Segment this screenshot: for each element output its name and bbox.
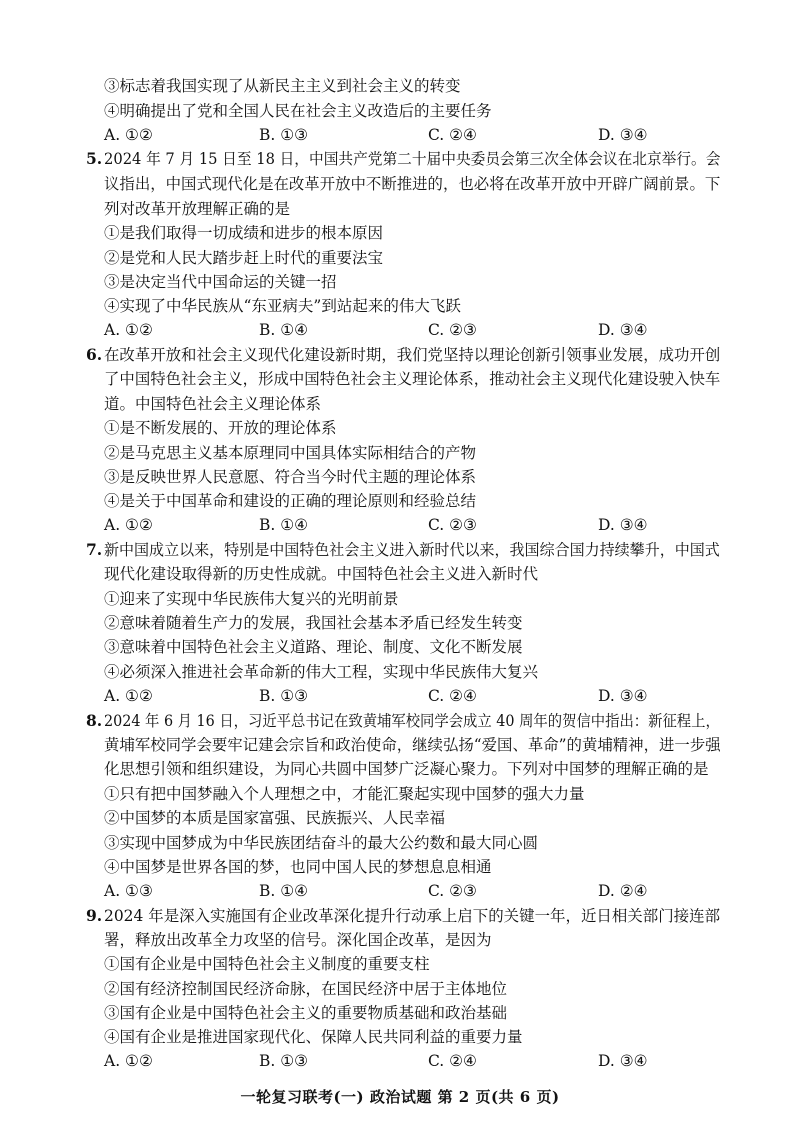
statement-line: ③意味着中国特色社会主义道路、理论、制度、文化不断发展 xyxy=(104,638,523,656)
statement-line: ①只有把中国梦融入个人理想之中，才能汇聚起实现中国梦的强大力量 xyxy=(104,785,585,803)
statement-line: ④国有企业是推进国家现代化、保障人民共同利益的重要力量 xyxy=(104,1028,523,1046)
question-number: 5. xyxy=(86,149,103,168)
question-8-stem: 黄埔军校同学会要牢记建会宗旨和政治使命，继续弘扬“爱国、革命”的黄埔精神，进一步强 xyxy=(104,736,721,754)
option-d: D. ③④ xyxy=(598,126,648,144)
question-9-stem: 署，释放出改革全力攻坚的信号。深化国企改革，是因为 xyxy=(104,931,492,949)
statement-line: ②是党和人民大踏步赶上时代的重要法宝 xyxy=(104,249,384,267)
statement-line: ①国有企业是中国特色社会主义制度的重要支柱 xyxy=(104,955,430,973)
option-d: D. ③④ xyxy=(598,687,648,705)
statement-line: ④实现了中华民族从“东亚病夫”到站起来的伟大飞跃 xyxy=(104,297,461,315)
option-a: A. ①② xyxy=(104,516,153,534)
question-6-stem: 道。中国特色社会主义理论体系 xyxy=(104,395,322,413)
question-number: 9. xyxy=(86,906,103,925)
statement-line: ②意味着随着生产力的发展，我国社会基本矛盾已经发生转变 xyxy=(104,614,523,632)
option-a: A. ①② xyxy=(104,1052,153,1070)
option-b: B. ①③ xyxy=(259,687,309,705)
option-c: C. ②④ xyxy=(428,1052,477,1070)
statement-line: ①迎来了实现中华民族伟大复兴的光明前景 xyxy=(104,590,399,608)
option-row xyxy=(0,878,800,904)
statement-line: ④是关于中国革命和建设的正确的理论原则和经验总结 xyxy=(104,492,477,510)
question-5-stem: 议指出，中国式现代化是在改革开放中不断推进的，也必将在改革开放中开辟广阔前景。下 xyxy=(104,175,721,193)
statement-line: ③是决定当代中国命运的关键一招 xyxy=(104,273,337,291)
question-6-stem: 6. 在改革开放和社会主义现代化建设新时期，我们党坚持以理论创新引领事业发展，成功开创 xyxy=(0,342,800,368)
statement-line: ③实现中国梦成为中华民族团结奋斗的最大公约数和最大同心圆 xyxy=(104,834,539,852)
option-a: A. ①② xyxy=(104,687,153,705)
option-c: C. ②④ xyxy=(428,126,477,144)
page-footer: 一轮复习联考(一) 政治试题 第 2 页(共 6 页) xyxy=(240,1088,560,1106)
option-b: B. ①③ xyxy=(259,126,309,144)
statement-line: ②国有经济控制国民经济命脉，在国民经济中居于主体地位 xyxy=(104,980,508,998)
question-7-stem: 现代化建设取得新的历史性成就。中国特色社会主义进入新时代 xyxy=(104,565,539,583)
option-b: B. ①④ xyxy=(259,321,309,339)
option-row xyxy=(0,1048,800,1074)
option-d: D. ③④ xyxy=(598,516,648,534)
option-row xyxy=(0,683,800,709)
option-c: C. ②③ xyxy=(428,882,477,900)
statement-line: ③是反映世界人民意愿、符合当今时代主题的理论体系 xyxy=(104,468,477,486)
option-b: B. ①④ xyxy=(259,882,309,900)
statement-line: ④明确提出了党和全国人民在社会主义改造后的主要任务 xyxy=(104,102,492,120)
option-c: C. ②③ xyxy=(428,321,477,339)
statement-line: ③标志着我国实现了从新民主主义到社会主义的转变 xyxy=(104,77,461,95)
option-d: D. ③④ xyxy=(598,1052,648,1070)
option-a: A. ①② xyxy=(104,126,153,144)
option-d: D. ③④ xyxy=(598,321,648,339)
option-row xyxy=(0,512,800,538)
option-a: A. ①② xyxy=(104,321,153,339)
statement-line: ④必须深入推进社会革命新的伟大工程，实现中华民族伟大复兴 xyxy=(104,663,539,681)
question-5-stem: 5. 2024 年 7 月 15 日至 18 日，中国共产党第二十届中央委员会第三次全体会议在北京举行。会 xyxy=(0,146,800,172)
question-8-stem: 化思想引领和组织建设，为同心共圆中国梦广泛凝心聚力。下列对中国梦的理解正确的是 xyxy=(104,760,709,778)
option-c: C. ②④ xyxy=(428,687,477,705)
question-number: 7. xyxy=(86,540,103,559)
option-d: D. ②④ xyxy=(598,882,648,900)
option-c: C. ②③ xyxy=(428,516,477,534)
question-9-stem: 9. 2024 年是深入实施国有企业改革深化提升行动承上启下的关键一年，近日相关部门接连部 xyxy=(0,903,800,929)
question-number: 8. xyxy=(86,711,103,730)
option-row xyxy=(0,317,800,343)
statement-line: ②是马克思主义基本原理同中国具体实际相结合的产物 xyxy=(104,444,477,462)
option-b: B. ①④ xyxy=(259,516,309,534)
option-a: A. ①③ xyxy=(104,882,153,900)
option-row xyxy=(0,122,800,148)
statement-line: ①是我们取得一切成绩和进步的根本原因 xyxy=(104,224,384,242)
statement-line: ①是不断发展的、开放的理论体系 xyxy=(104,419,337,437)
option-b: B. ①③ xyxy=(259,1052,309,1070)
question-7-stem: 7. 新中国成立以来，特别是中国特色社会主义进入新时代以来，我国综合国力持续攀升，中国式 xyxy=(0,537,800,563)
question-6-stem: 了中国特色社会主义，形成中国特色社会主义理论体系，推动社会主义现代化建设驶入快车 xyxy=(104,370,721,388)
question-5-stem: 列对改革开放理解正确的是 xyxy=(104,200,291,218)
question-number: 6. xyxy=(86,345,103,364)
question-8-stem: 8. 2024 年 6 月 16 日，习近平总书记在致黄埔军校同学会成立 40 周年的贺信中指出：新征程上， xyxy=(0,708,800,734)
statement-line: ③国有企业是中国特色社会主义的重要物质基础和政治基础 xyxy=(104,1004,508,1022)
statement-line: ②中国梦的本质是国家富强、民族振兴、人民幸福 xyxy=(104,809,446,827)
statement-line: ④中国梦是世界各国的梦，也同中国人民的梦想息息相通 xyxy=(104,858,492,876)
